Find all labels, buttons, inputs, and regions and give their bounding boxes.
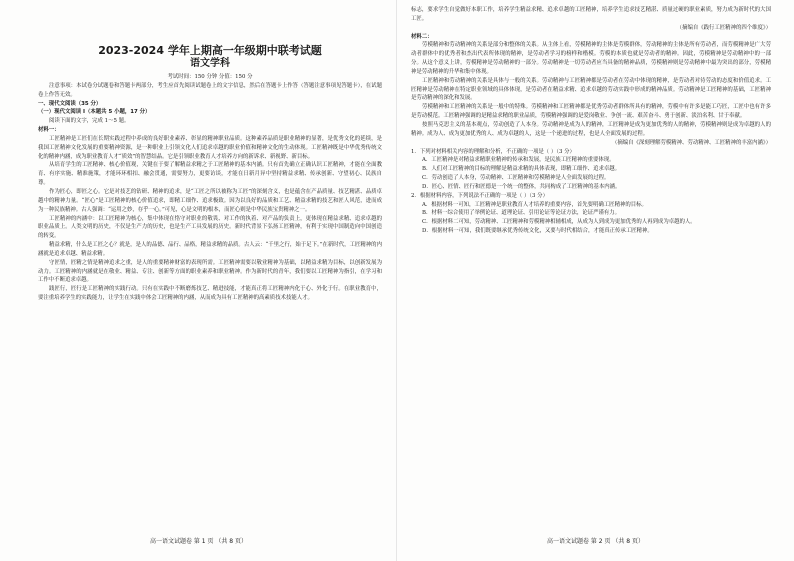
paragraph: 践匠行，匠行是工匠精神的实践行动。只有在实践中不断磨炼技艺、精进技能，才能真正将工匠精神内化于心、外化于行。在职业教育中，要注重培养学生的实践能力，让学生在实践中体会工匠精神的内涵，从而成为具有工匠精神的高素质技术技能人才。 — [38, 286, 382, 302]
subject-title: 语文学科 — [190, 58, 230, 69]
option-d: D．根据材料一可知，我们既要继承优秀传统文化，又要与时代相结合，才能真正传承工匠精神。 — [422, 228, 653, 235]
paragraph: 守匠情，匠精之情是精神追求之重，是人的重要精神财富的表现所需。工匠精神需要以敬业精神为基础，以精益求精为目标，以创新发展为动力。工匠精神的内涵就是在敬业、精益、专注、创新等方面的职业素养和职业精神。作为新时代的青年，我们要以工匠精神为指引，在学习和工作中不断追求卓越。 — [38, 259, 382, 284]
right-column — [411, 6, 771, 236]
section1-heading: 一、现代文阅读（35 分） — [38, 100, 102, 107]
option-b: B．人们对工匠精神的目标的理解是精益求精的具体表现，即精工细作、追求卓越。 — [422, 166, 621, 173]
question-stem: 2．根据材料内容，下列说法不正确的一项是（ ）（3 分） — [411, 192, 548, 199]
question-2 — [411, 192, 771, 236]
material1-label: 材料一： — [38, 127, 60, 134]
left-column — [38, 6, 382, 303]
paragraph: 工匠精神和劳动精神的关系是具体与一般的关系。劳动精神与工匠精神都是劳动者在劳动中体现的精神，是劳动者对待劳动的态度和价值追求。工匠精神是劳动精神在特定职业领域的具体体现，是劳动者在精益求精、追求卓越的劳动实践中形成的精神品质。劳动精神是工匠精神的基础，工匠精神是劳动精神的深化和发展。 — [411, 77, 771, 102]
right-footer: 高一语文试题卷 第 2 页 （共 8 页） — [546, 538, 645, 545]
notice-text: 注意事项：本试卷分试题卷和答题卡两部分，考生应首先阅读试题卷上的文字信息，然后在答题卡上作答（答题注意事项见答题卡），在试题卷上作答无效。 — [38, 82, 382, 98]
option-c: C．劳动创造了人本身，劳动精神、工匠精神和劳模精神是人全面发展的过程。 — [422, 175, 610, 182]
paragraph: 精益求精，什么是工匠之心？就是，是人的品德、品行、品格，精益求精的品质。古人云：“千里之行，始于足下。”在新时代，工匠精神的内涵就是追求卓越、精益求精。 — [38, 242, 382, 257]
paragraph: 按照马克思主义的基本观点，劳动创造了人本身。劳动精神是成为人的精神，工匠精神是成为更加优秀的人的精神，劳模精神则是成为卓越的人的精神。成为人、成为更加优秀的人、成为卓越的人，这是一个递进的过程，也是人全面发展的过程。 — [411, 121, 771, 137]
option-a: A．工匠精神是对精益求精职业精神的传承和发展，是民族工匠精神的重要体现。 — [422, 157, 615, 164]
section1-subheading: （一）现代文阅读 I（本题共 5 小题，17 分） — [38, 109, 151, 116]
option-a: A．根据材料一可知，工匠精神是职业教育人才培养的重要内容，首先要明确工匠精神的目标。 — [422, 201, 647, 208]
instruction: 阅读下面的文字，完成 1～5 题。 — [49, 118, 130, 125]
paragraph: 作为匠心，即匠之心。它是对技艺的钻研、精神的追求，是“工匠之所以被称为工匠”的深刻含义，也是蕴含在产品质量、技艺精湛、品质卓越中的精神力量。“匠心”是工匠精神的核心价值追求，即精工细作、追求极致。因为以良好的品质和工艺、精益求精的技艺和匠人风范，进而成为一种民族精神。古人强调：“运用之妙，存乎一心。”可见，心是文明的根本，而匠心则是中华民族宝贵精神之一。 — [38, 188, 382, 213]
paragraph: 从培育学生的工匠精神、核心价值观，关键在于要了解精益求精之于工匠精神的基本内涵。只有首先确立正确认识工匠精神，才能在全面教育、有序实施、精准施策，才能环环相扣、融会贯通，需要努力，更要访谈，才能在日新月异中坚持精益求精、传承创新、守望初心、民族自尊。 — [38, 162, 382, 187]
paragraph: 工匠精神的内涵中：以工匠精神为核心，集中体现在恪守对职业的敬畏、对工作的执着、对产品的负责上，更体现在精益求精、追求卓越的职业品质上。人类文明的历史，不仅是生产力的历史，也是生产工具发展的历史。新时代背景下弘扬工匠精神，有利于实现中国制造向中国创造的转变。 — [38, 215, 382, 240]
material2-label: 材料二： — [411, 33, 433, 40]
exam-title: 2023-2024 学年上期高一年级期中联考试题 — [98, 44, 322, 57]
exam-info: 考试时间：150 分钟 分值：150 分 — [167, 74, 253, 80]
source-citation: （摘编自《践行工匠精神的四个维度》） — [676, 24, 771, 31]
paragraph: 劳模精神和劳动精神的关系是部分和整体的关系。从主体上看，劳模精神的主体是劳模群体，劳动精神的主体是所有劳动者，而劳模精神是广大劳动者群体中的优秀者和杰出代表所体现的精神，是劳动者学习的榜样和楷模。劳模的本质也就是劳动者的精神。因此，劳模精神是劳动精神中的一部分。从这个意义上讲，劳模精神是劳动精神的一部分。劳动精神是一切劳动者应当具备的精神品质，劳模精神则是劳动精神中最为突出的部分，劳模精神是劳动精神的升华和集中体现。 — [411, 42, 771, 75]
option-c: C．根据材料二可知，劳动精神、工匠精神和劳模精神相辅相成，从成为人到成为更加优秀的人再到成为卓越的人。 — [422, 219, 696, 226]
paragraph: 工匠精神是工匠们在长期实践过程中养成的良好职业素养、彰显的精神职业品质。这种素养品质是职业精神的显著，是优秀文化的延续，是我国工匠精神文化发展的重要精神资源，是一种职业上引领文化人们追求卓越的职业价值和精神文化的生动体现。工匠精神既是中华优秀传统文化的精神内涵，成为职业教育人才“质效”的智慧结晶。它是引领职业教育人才培养方向的新诉求、新视野、新目标。 — [38, 135, 382, 160]
option-d: D．匠心、匠情、匠行和匠德是一个统一的整体，共同构成了工匠精神的基本内涵。 — [422, 183, 621, 190]
paragraph: 劳模精神和工匠精神的关系是一般中的特殊。劳模精神和工匠精神都是优秀劳动者群体所具有的精神，劳模中有许多是能工巧匠，工匠中也有许多是劳动模范。工匠精神强调的是精益求精的职业品质，劳模精神强调的是爱岗敬业、争创一流、艰苦奋斗、勇于创新、淡泊名利、甘于奉献。 — [411, 104, 771, 120]
continued-text: 标志，要求学生自觉做好本职工作，培养学生精益求精、追求卓越的工匠精神，培养学生追求技艺精湛、质量过硬的职业素质，努力成为新时代的大国工匠。 — [411, 7, 771, 22]
option-b: B．材料一综合使用了举例论证、道理论证、引用论证等论证方法，论证严谨有力。 — [422, 210, 621, 217]
right-page — [397, 0, 794, 561]
question-1 — [411, 148, 771, 192]
question-stem: 1．下列对材料相关内容的理解和分析，不正确的一项是（ ）（3 分） — [411, 148, 575, 155]
source-citation: （摘编自《深刻理解劳模精神、劳动精神、工匠精神的丰富内涵》） — [611, 139, 771, 146]
left-footer: 高一语文试题卷 第 1 页 （共 8 页） — [149, 538, 248, 545]
